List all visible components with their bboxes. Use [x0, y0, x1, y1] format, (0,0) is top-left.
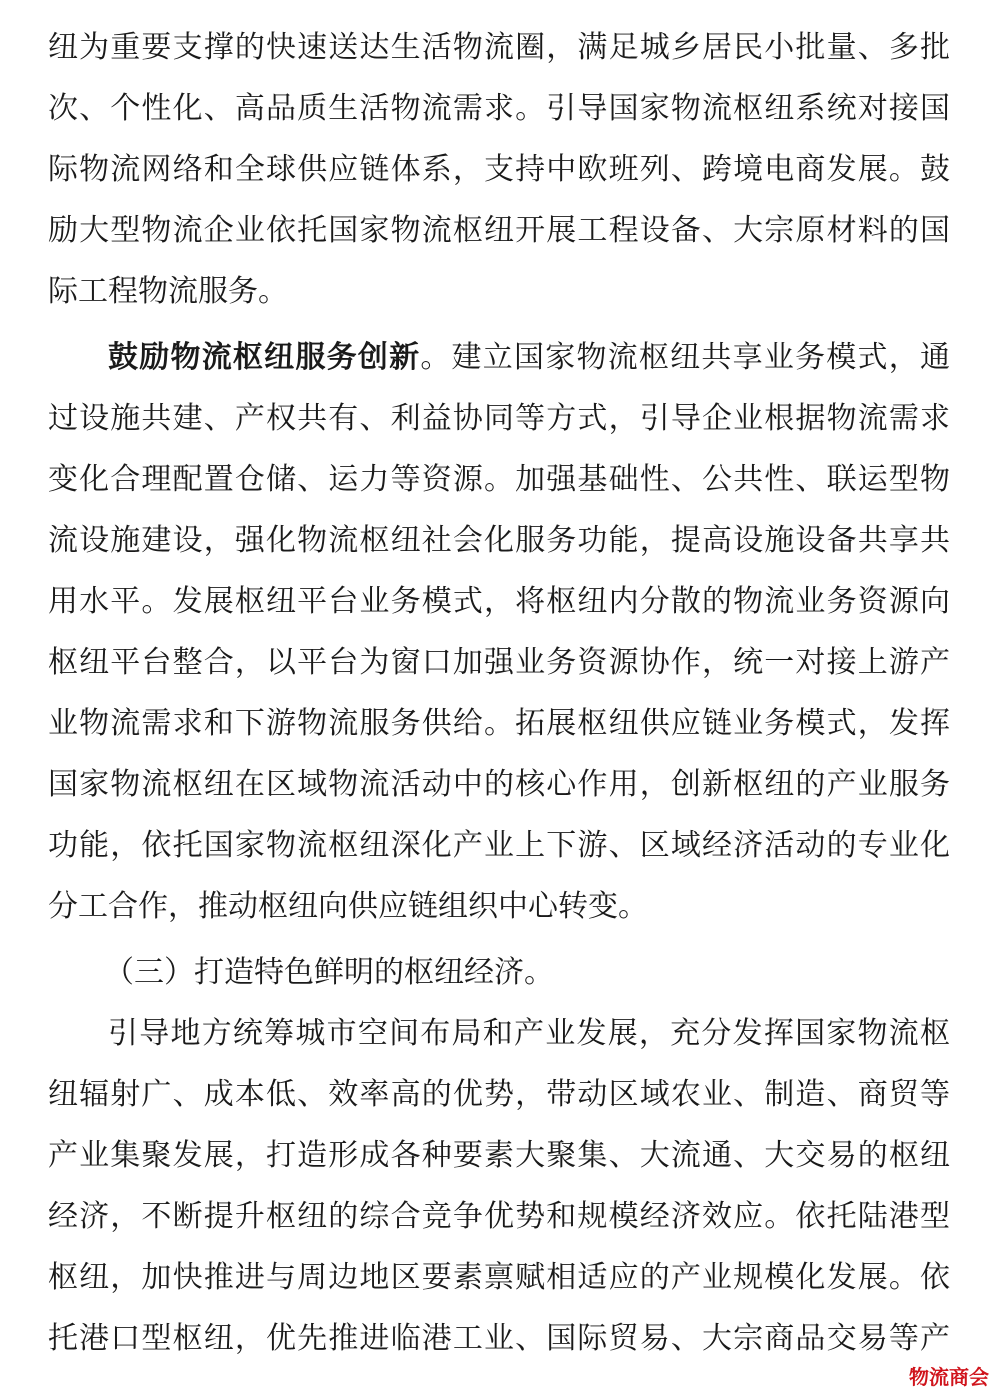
paragraph-line: 产业集聚发展，打造形成各种要素大聚集、大流通、大交易的枢纽	[48, 1138, 950, 1173]
paragraph-line: 际物流网络和全球供应链体系，支持中欧班列、跨境电商发展。鼓	[48, 152, 950, 187]
paragraph-line: 励大型物流企业依托国家物流枢纽开展工程设备、大宗原材料的国	[48, 213, 950, 248]
paragraph-line: 业物流需求和下游物流服务供给。拓展枢纽供应链业务模式，发挥	[48, 706, 950, 741]
paragraph-line: 用水平。发展枢纽平台业务模式，将枢纽内分散的物流业务资源向	[48, 584, 950, 619]
paragraph-first-line	[108, 338, 950, 378]
paragraph-line: 纽为重要支撑的快速送达生活物流圈，满足城乡居民小批量、多批	[48, 30, 950, 65]
paragraph-line: 际工程物流服务。	[48, 274, 288, 309]
paragraph-line: 纽辐射广、成本低、效率高的优势，带动区域农业、制造、商贸等	[48, 1077, 950, 1112]
paragraph-line: 分工合作，推动枢纽向供应链组织中心转变。	[48, 889, 648, 924]
section-heading: （三）打造特色鲜明的枢纽经济。	[104, 955, 554, 990]
paragraph-line: 枢纽，加快推进与周边地区要素禀赋相适应的产业规模化发展。依	[48, 1260, 950, 1295]
paragraph-lead-bold: 鼓励物流枢纽服务创新	[108, 340, 421, 375]
paragraph-line: 流设施建设，强化物流枢纽社会化服务功能，提高设施设备共享共	[48, 523, 950, 558]
paragraph-line: 枢纽平台整合，以平台为窗口加强业务资源协作，统一对接上游产	[48, 645, 950, 680]
paragraph-line: 经济，不断提升枢纽的综合竞争优势和规模经济效应。依托陆港型	[48, 1199, 950, 1234]
paragraph-line: 功能，依托国家物流枢纽深化产业上下游、区域经济活动的专业化	[48, 828, 950, 863]
paragraph-line: 次、个性化、高品质生活物流需求。引导国家物流枢纽系统对接国	[48, 91, 950, 126]
paragraph-line: 变化合理配置仓储、运力等资源。加强基础性、公共性、联运型物	[48, 462, 950, 497]
paragraph-line: 引导地方统筹城市空间布局和产业发展，充分发挥国家物流枢	[108, 1016, 950, 1051]
paragraph-line: 过设施共建、产权共有、利益协同等方式，引导企业根据物流需求	[48, 401, 950, 436]
paragraph-line: 托港口型枢纽，优先推进临港工业、国际贸易、大宗商品交易等产	[48, 1321, 950, 1356]
watermark-text: 物流商会	[909, 1365, 989, 1389]
paragraph-line-rest: 。建立国家物流枢纽共享业务模式，通	[420, 340, 951, 375]
paragraph-line: 国家物流枢纽在区域物流活动中的核心作用，创新枢纽的产业服务	[48, 767, 950, 802]
